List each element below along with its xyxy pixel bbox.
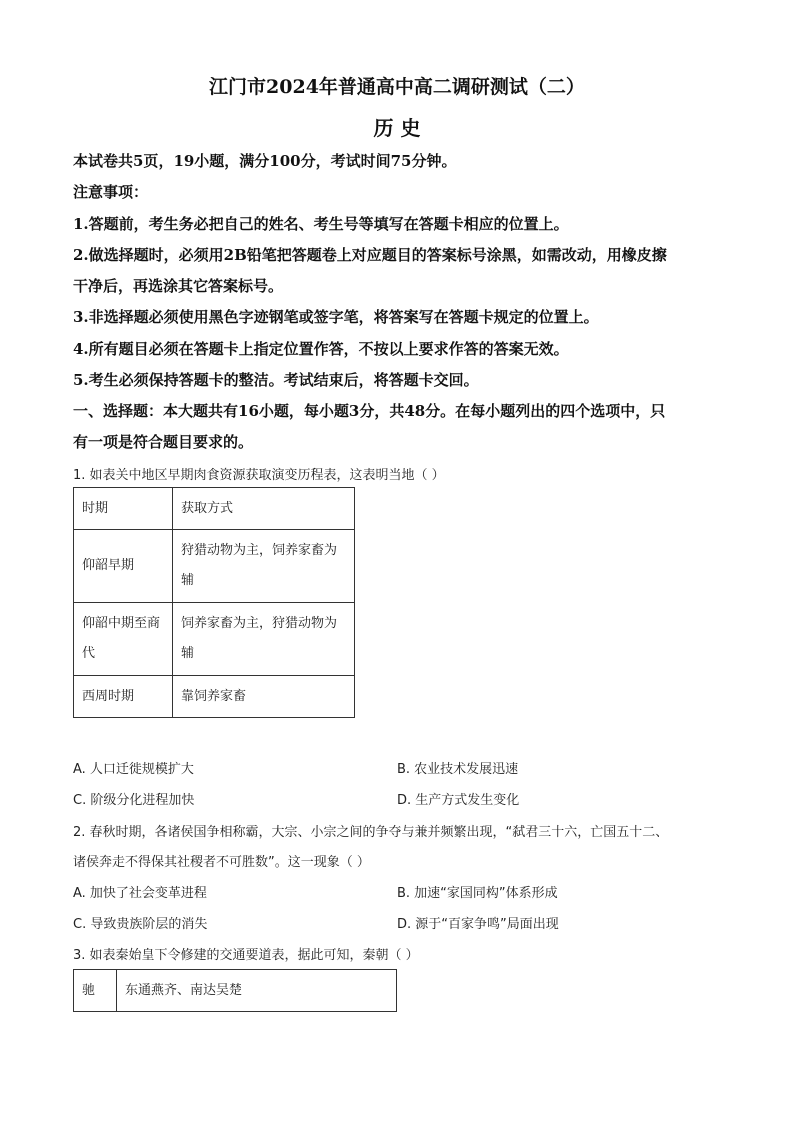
question-1-stem: 1. 如表关中地区早期肉食资源获取演变历程表，这表明当地（ ） xyxy=(73,468,445,483)
question-2-option-c: C. 导致贵族阶层的消失 xyxy=(73,917,208,932)
table-row xyxy=(74,530,355,603)
table-cell: 东通燕齐、南达吴楚 xyxy=(117,970,397,1012)
question-2-option-b: B. 加速“家国同构”体系形成 xyxy=(397,886,558,901)
question-1-option-b: B. 农业技术发展迅速 xyxy=(397,762,519,777)
table-cell: 获取方式 xyxy=(173,488,355,530)
section-heading: 一、选择题：本大题共有16小题，每小题3分，共48分。在每小题列出的四个选项中，只 xyxy=(73,402,666,420)
table-cell: 驰 xyxy=(74,970,117,1012)
question-2-stem-cont: 诸侯奔走不得保其社稷者不可胜数”。这一现象（ ） xyxy=(73,855,370,870)
table-cell: 仰韶早期 xyxy=(74,530,173,603)
question-3-stem: 3. 如表秦始皇下令修建的交通要道表，据此可知，秦朝（ ） xyxy=(73,948,419,963)
table-cell: 饲养家畜为主，狩猎动物为辅 xyxy=(173,603,355,676)
question-2-option-a: A. 加快了社会变革进程 xyxy=(73,886,207,901)
question-1-table xyxy=(73,487,355,718)
table-row xyxy=(74,676,355,718)
table-row xyxy=(74,970,397,1012)
question-2-stem: 2. 春秋时期，各诸侯国争相称霸，大宗、小宗之间的争夺与兼并频繁出现，“弑君三十六，亡国五十二、 xyxy=(73,825,669,840)
exam-intro: 本试卷共5页，19小题，满分100分，考试时间75分钟。 xyxy=(73,152,457,170)
notice-heading: 注意事项： xyxy=(73,183,149,201)
notice-item: 5.考生必须保持答题卡的整洁。考试结束后，将答题卡交回。 xyxy=(73,371,479,389)
table-cell: 时期 xyxy=(74,488,173,530)
question-1-option-c: C. 阶级分化进程加快 xyxy=(73,793,195,808)
table-cell: 靠饲养家畜 xyxy=(173,676,355,718)
exam-title: 江门市2024年普通高中高二调研测试（二） xyxy=(209,76,585,98)
table-row xyxy=(74,488,355,530)
question-3-table xyxy=(73,969,397,1012)
table-cell: 西周时期 xyxy=(74,676,173,718)
question-2-option-d: D. 源于“百家争鸣”局面出现 xyxy=(397,917,559,932)
notice-item: 4.所有题目必须在答题卡上指定位置作答，不按以上要求作答的答案无效。 xyxy=(73,340,569,358)
question-1-option-a: A. 人口迁徙规模扩大 xyxy=(73,762,194,777)
notice-item: 3.非选择题必须使用黑色字迹钢笔或签字笔，将答案写在答题卡规定的位置上。 xyxy=(73,308,599,326)
section-heading-cont: 有一项是符合题目要求的。 xyxy=(73,433,254,451)
notice-item: 干净后，再选涂其它答案标号。 xyxy=(73,277,284,295)
table-cell: 狩猎动物为主，饲养家畜为辅 xyxy=(173,530,355,603)
table-cell: 仰韶中期至商代 xyxy=(74,603,173,676)
subject-title: 历 史 xyxy=(373,116,421,140)
notice-item: 1.答题前，考生务必把自己的姓名、考生号等填写在答题卡相应的位置上。 xyxy=(73,215,569,233)
question-1-option-d: D. 生产方式发生变化 xyxy=(397,793,520,808)
notice-item: 2.做选择题时，必须用2B铅笔把答题卷上对应题目的答案标号涂黑，如需改动，用橡皮擦 xyxy=(73,246,667,264)
table-row xyxy=(74,603,355,676)
